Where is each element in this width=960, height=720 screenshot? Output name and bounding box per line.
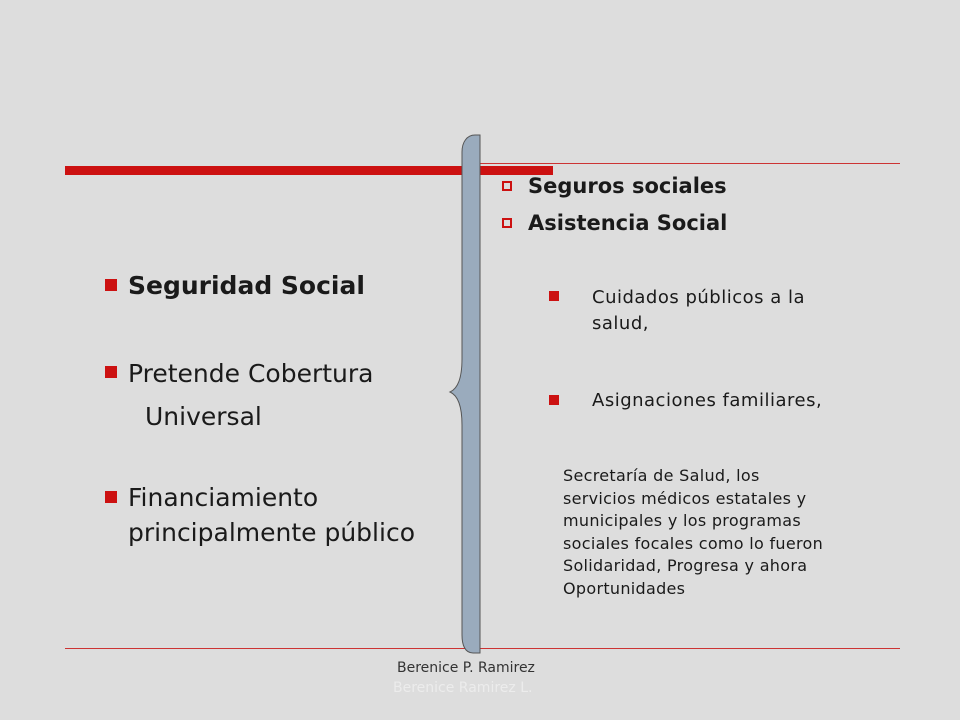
footer-author: Berenice P. Ramirez bbox=[397, 660, 535, 676]
description-line: Oportunidades bbox=[563, 579, 686, 598]
financiamiento-line1: Financiamiento bbox=[128, 483, 319, 512]
seguridad-social-title: Seguridad Social bbox=[128, 271, 365, 300]
cobertura-line2: Universal bbox=[145, 402, 262, 431]
brace-divider bbox=[445, 130, 485, 658]
cuidados-line2: salud, bbox=[592, 313, 649, 334]
hollow-square-icon bbox=[502, 218, 512, 228]
description-line: sociales focales como lo fueron bbox=[563, 534, 824, 553]
description-line: servicios médicos estatales y bbox=[563, 489, 807, 508]
top-rule bbox=[480, 163, 900, 164]
footer-ghost-text: Berenice Ramirez L. bbox=[393, 680, 533, 696]
cobertura-line1: Pretende Cobertura bbox=[128, 359, 374, 388]
bullet-square-icon bbox=[105, 491, 117, 503]
description-line: Solidaridad, Progresa y ahora bbox=[563, 556, 808, 575]
seguros-sociales-heading: Seguros sociales bbox=[528, 174, 727, 198]
asistencia-social-heading: Asistencia Social bbox=[528, 211, 728, 235]
bullet-square-icon bbox=[549, 291, 559, 301]
asignaciones-line: Asignaciones familiares, bbox=[592, 390, 823, 411]
bullet-square-icon bbox=[105, 366, 117, 378]
cuidados-line1: Cuidados públicos a la bbox=[592, 287, 806, 308]
hollow-square-icon bbox=[502, 181, 512, 191]
description-line: municipales y los programas bbox=[563, 511, 801, 530]
bullet-square-icon bbox=[549, 395, 559, 405]
bullet-square-icon bbox=[105, 279, 117, 291]
financiamiento-line2: principalmente público bbox=[128, 518, 415, 547]
description-line: Secretaría de Salud, los bbox=[563, 466, 760, 485]
